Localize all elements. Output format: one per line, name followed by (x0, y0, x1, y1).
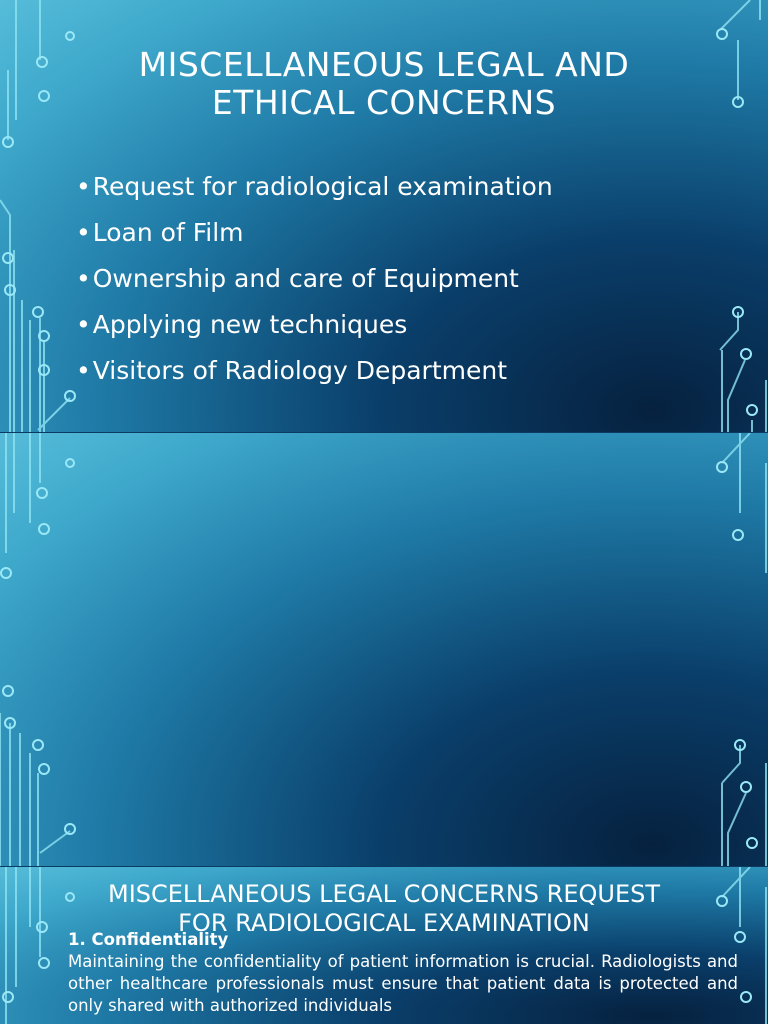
section-text: Maintaining the confidentiality of patient information is crucial. Radiologists and other healthcare professionals must ensure that patient data is protected and only shared with authorized individuals (68, 952, 738, 1015)
circuit-decoration (0, 433, 768, 866)
list-item: • Ownership and care of Equipment (76, 256, 553, 302)
slide-1 (0, 0, 768, 432)
slide-1-title (0, 46, 768, 122)
title-line-1: MISCELLANEOUS LEGAL AND (138, 45, 630, 84)
slide-2 (0, 433, 768, 866)
list-item: • Request for radiological examination (76, 164, 553, 210)
list-item: • Visitors of Radiology Department (76, 348, 553, 394)
list-item: • Loan of Film (76, 210, 553, 256)
topic-list (76, 164, 553, 394)
title-line-2: ETHICAL CONCERNS (211, 83, 557, 122)
title-line-1: MISCELLANEOUS LEGAL CONCERNS REQUEST (107, 880, 660, 908)
title-line-2: FOR RADIOLOGICAL EXAMINATION (178, 909, 590, 937)
section-heading: 1. Confidentiality (68, 930, 229, 949)
list-item: • Applying new techniques (76, 302, 553, 348)
slide-3-body (68, 929, 738, 1017)
